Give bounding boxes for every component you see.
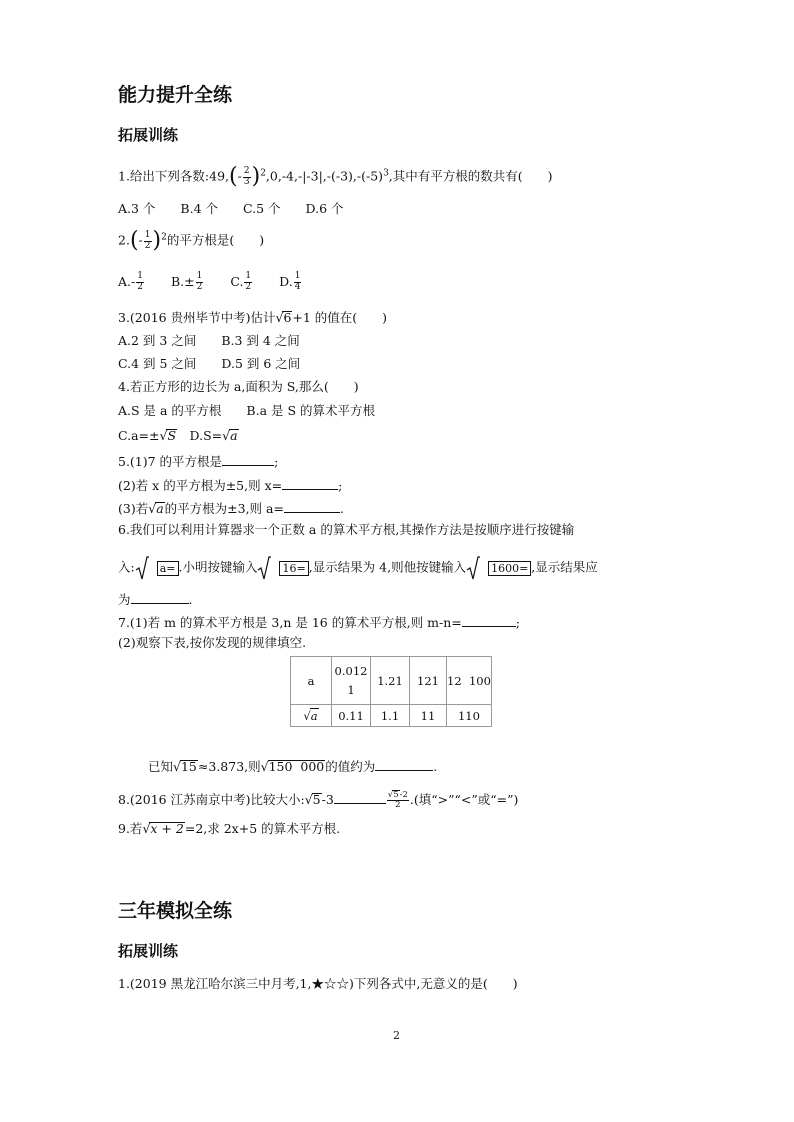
question-1-options: A.3 个 B.4 个 C.5 个 D.6 个 bbox=[118, 201, 344, 216]
question-4-options-1: A.S 是 a 的平方根 B.a 是 S 的算术平方根 bbox=[118, 403, 376, 418]
key-1600-equals: 1600= bbox=[488, 561, 531, 576]
table-cell: 110 bbox=[447, 705, 492, 727]
answer-blank bbox=[462, 614, 516, 627]
question-7-1: 7.(1)若 m 的算术平方根是 3,n 是 16 的算术平方根,则 m-n= ; bbox=[118, 615, 520, 630]
section-subtitle: 拓展训练 bbox=[118, 126, 179, 144]
sqrt-key-icon bbox=[257, 556, 271, 580]
question-3-options-2: C.4 到 5 之间 D.5 到 6 之间 bbox=[118, 356, 301, 371]
table-header-a: a bbox=[291, 657, 332, 705]
answer-blank bbox=[131, 591, 189, 604]
section-subtitle: 拓展训练 bbox=[118, 942, 179, 960]
answer-blank bbox=[375, 758, 433, 771]
answer-blank bbox=[284, 500, 340, 513]
table-cell: 0.012 1 bbox=[332, 657, 371, 705]
sqrt-key-icon bbox=[466, 556, 480, 580]
table-header-sqrt-a: √a bbox=[291, 705, 332, 727]
answer-blank bbox=[222, 453, 274, 466]
question-4: 4.若正方形的边长为 a,面积为 S,那么( ) bbox=[118, 379, 359, 394]
section-title: 三年模拟全练 bbox=[118, 900, 233, 922]
question-2: 2.(- $\frac{1}{2}$ )$^2$的平方根是( ) bbox=[118, 228, 265, 253]
question-3: 3.(2016 贵州毕节中考)估计√6+1 的值在( ) bbox=[118, 310, 388, 325]
question-6-line-3: 为 . bbox=[118, 592, 193, 607]
answer-blank bbox=[282, 477, 338, 490]
pattern-table bbox=[290, 656, 492, 727]
question-6-line-1: 6.我们可以利用计算器求一个正数 a 的算术平方根,其操作方法是按顺序进行按键输 bbox=[118, 522, 575, 537]
question-1: 1.给出下列各数:49,(- $\frac{2}{3}$ )$^2,0,-4,-|-3|,-(-3),-(-5)^3$,其中有平方根的数共有( ) bbox=[118, 164, 553, 189]
question-7-3: 已知√15≈3.873,则√150 000的值约为 . bbox=[148, 759, 438, 774]
question-6-line-2: 入: a= .小明按键输入 16= ,显示结果为 4,则他按键输入 1600= ,显示结果应 bbox=[118, 556, 598, 580]
question-2-options: A.- $\frac{1}{2}$ B.± $\frac{1}{2}$ C. $\frac{1}{2}$ D. $\frac{1}{4}$ bbox=[118, 271, 301, 292]
sqrt-key-icon bbox=[135, 556, 149, 580]
question-5-3: (3)若√a的平方根为±3,则 a= . bbox=[118, 501, 344, 516]
key-a-equals: a= bbox=[157, 561, 179, 576]
question-5-2: (2)若 x 的平方根为±5,则 x= ; bbox=[118, 478, 343, 493]
question-9: 9.若√x + 2=2,求 2x+5 的算术平方根. bbox=[118, 821, 341, 836]
answer-blank bbox=[334, 791, 386, 804]
question-5-1: 5.(1)7 的平方根是 ; bbox=[118, 454, 279, 469]
table-cell: 1.1 bbox=[371, 705, 410, 727]
table-cell: 121 bbox=[410, 657, 447, 705]
question-10: 1.(2019 黑龙江哈尔滨三中月考,1,★☆☆)下列各式中,无意义的是( ) bbox=[118, 976, 518, 991]
key-16-equals: 16= bbox=[279, 561, 308, 576]
question-8: 8.(2016 江苏南京中考)比较大小:√5-3 $\frac{√5-2}{2}$ .(填“>”“<”或“=”) bbox=[118, 790, 519, 811]
question-3-options-1: A.2 到 3 之间 B.3 到 4 之间 bbox=[118, 333, 300, 348]
question-7-2: (2)观察下表,按你发现的规律填空. bbox=[118, 635, 307, 650]
table-cell: 1.21 bbox=[371, 657, 410, 705]
section-title: 能力提升全练 bbox=[118, 84, 233, 106]
table-cell: 12 100 bbox=[447, 657, 492, 705]
table-cell: 0.11 bbox=[332, 705, 371, 727]
question-4-options-2: C.a=±√S D.S=√a bbox=[118, 428, 238, 443]
table-cell: 11 bbox=[410, 705, 447, 727]
page-number: 2 bbox=[393, 1029, 400, 1042]
